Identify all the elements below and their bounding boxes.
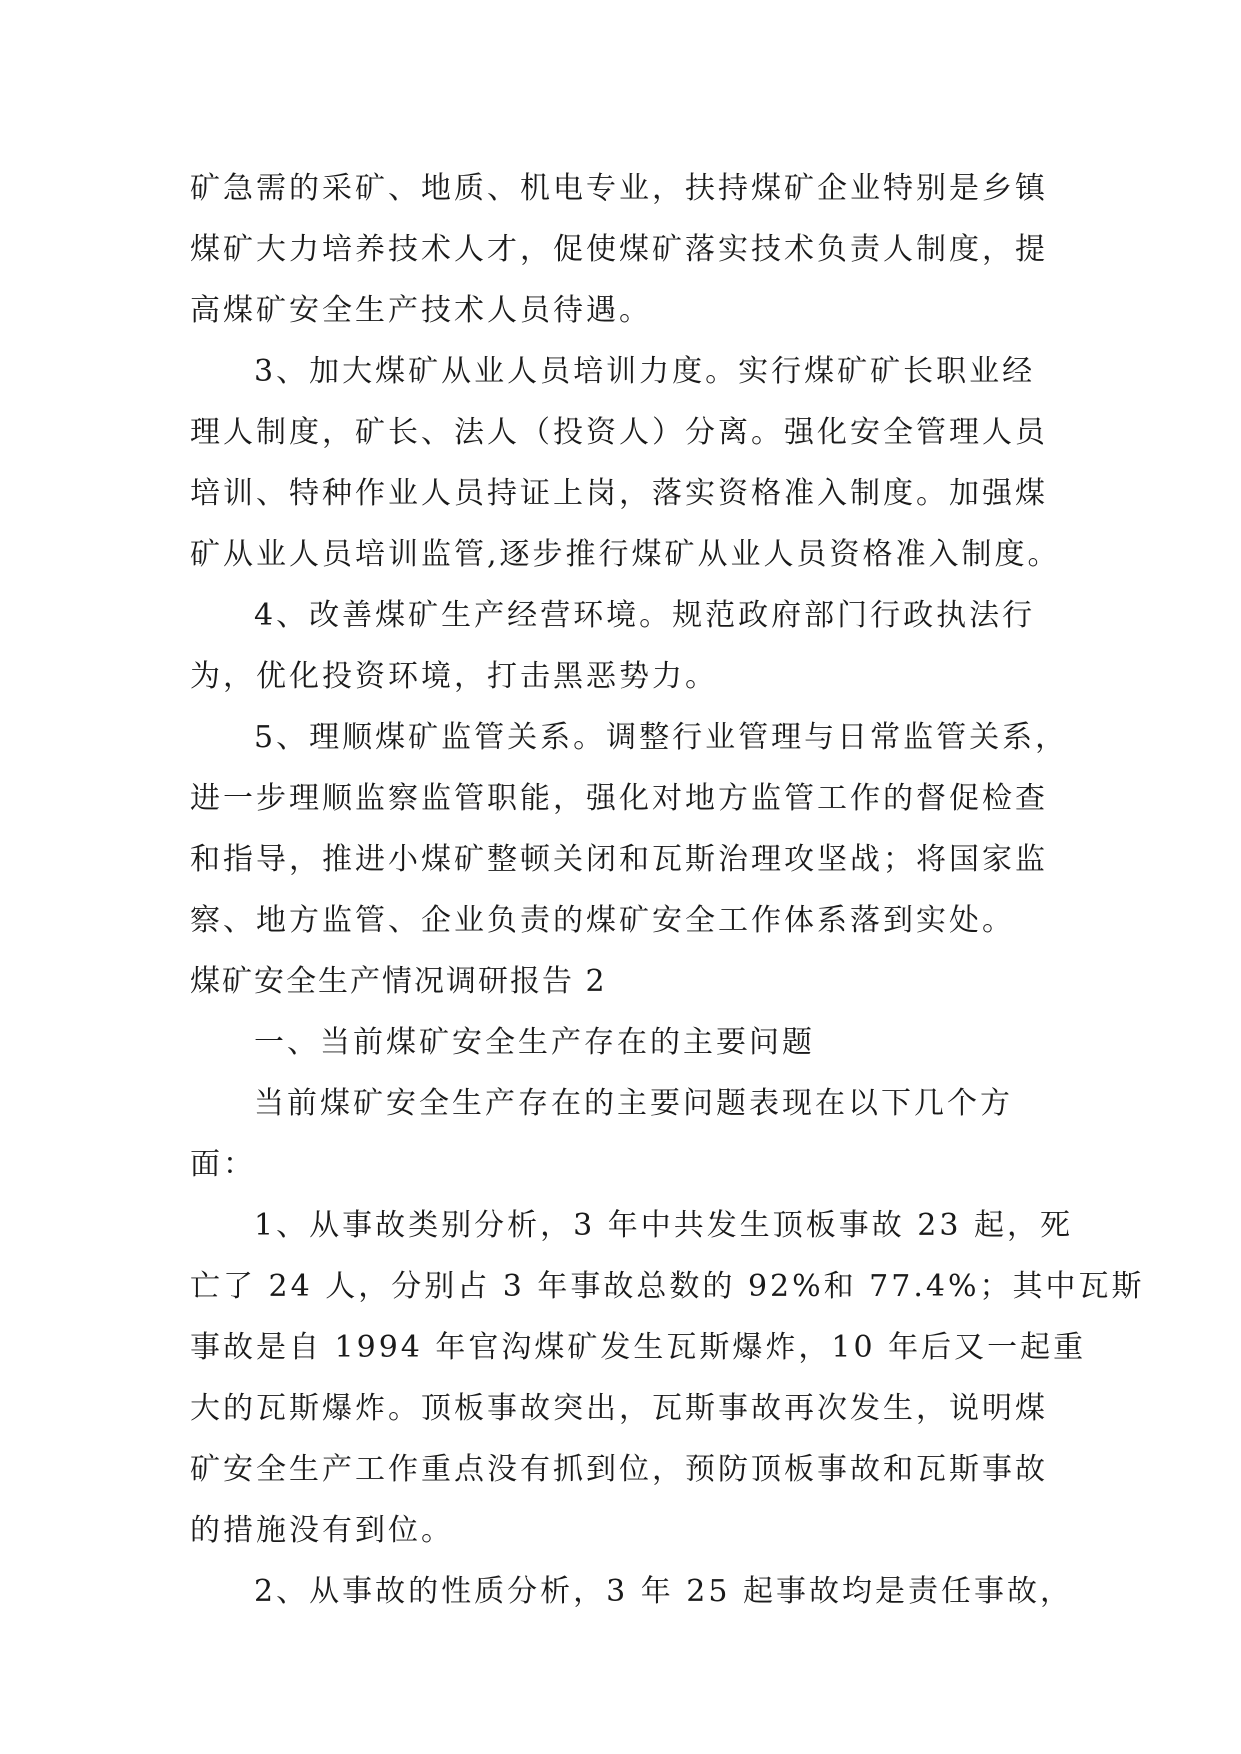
paragraph-line: 面：: [190, 1147, 256, 1182]
paragraph-line: 亡了 24 人，分别占 3 年事故总数的 92%和 77.4%；其中瓦斯: [190, 1269, 1145, 1304]
paragraph-line: 1、从事故类别分析，3 年中共发生顶板事故 23 起，死: [254, 1208, 1073, 1243]
paragraph-line: 培训、特种作业人员持证上岗，落实资格准入制度。加强煤: [190, 476, 1048, 511]
paragraph-line: 事故是自 1994 年官沟煤矿发生瓦斯爆炸，10 年后又一起重: [190, 1330, 1087, 1365]
paragraph-line: 2、从事故的性质分析，3 年 25 起事故均是责任事故，: [254, 1574, 1073, 1609]
paragraph-line: 大的瓦斯爆炸。顶板事故突出，瓦斯事故再次发生，说明煤: [190, 1391, 1048, 1426]
section-heading: 一、当前煤矿安全生产存在的主要问题: [254, 1025, 815, 1060]
paragraph-line: 5、理顺煤矿监管关系。调整行业管理与日常监管关系，: [254, 720, 1069, 755]
paragraph-line: 当前煤矿安全生产存在的主要问题表现在以下几个方: [254, 1086, 1013, 1121]
paragraph-line: 矿安全生产工作重点没有抓到位，预防顶板事故和瓦斯事故: [190, 1452, 1048, 1487]
paragraph-line: 矿急需的采矿、地质、机电专业，扶持煤矿企业特别是乡镇: [190, 171, 1048, 206]
paragraph-line: 理人制度，矿长、法人（投资人）分离。强化安全管理人员: [190, 415, 1048, 450]
section-title: 煤矿安全生产情况调研报告 2: [190, 964, 607, 999]
paragraph-line: 进一步理顺监察监管职能，强化对地方监管工作的督促检查: [190, 781, 1048, 816]
document-body: [190, 158, 1145, 1622]
paragraph-line: 和指导，推进小煤矿整顿关闭和瓦斯治理攻坚战；将国家监: [190, 842, 1048, 877]
paragraph-line: 3、加大煤矿从业人员培训力度。实行煤矿矿长职业经: [254, 354, 1036, 389]
paragraph-line: 煤矿大力培养技术人才，促使煤矿落实技术负责人制度，提: [190, 232, 1048, 267]
paragraph-line: 为，优化投资环境，打击黑恶势力。: [190, 659, 718, 694]
paragraph-line: 高煤矿安全生产技术人员待遇。: [190, 293, 652, 328]
paragraph-line: 察、地方监管、企业负责的煤矿安全工作体系落到实处。: [190, 903, 1015, 938]
paragraph-line: 矿从业人员培训监管,逐步推行煤矿从业人员资格准入制度。: [190, 537, 1061, 572]
paragraph-line: 4、改善煤矿生产经营环境。规范政府部门行政执法行: [254, 598, 1036, 633]
paragraph-line: 的措施没有到位。: [190, 1513, 454, 1548]
